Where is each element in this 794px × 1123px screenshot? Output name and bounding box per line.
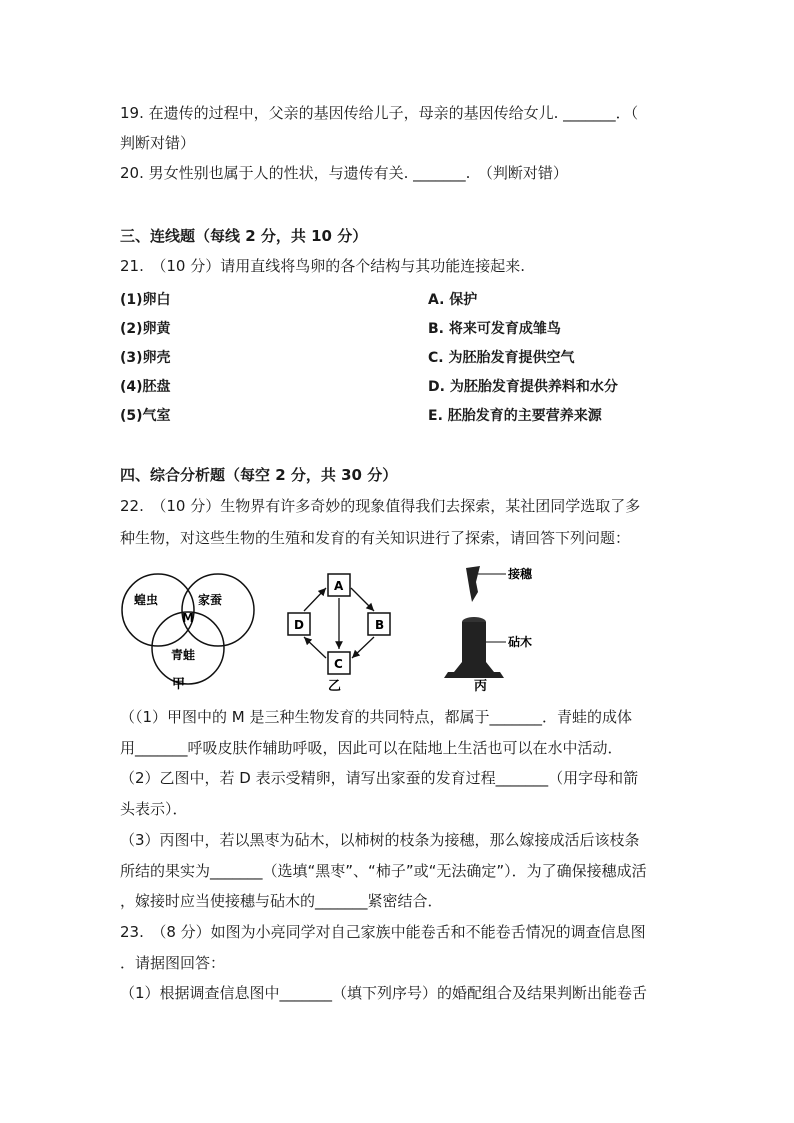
q22-line2: 种生物，对这些生物的生殖和发育的有关知识进行了探索，请回答下列问题： — [120, 529, 631, 547]
structure-item: (2)卵黄 — [120, 321, 171, 337]
arrow-b-c — [352, 637, 374, 658]
arrow-c-d — [304, 637, 326, 658]
venn-diagram-figure — [118, 562, 258, 692]
node-c-label: C — [334, 657, 343, 671]
function-item: E. 胚胎发育的主要营养来源 — [428, 408, 602, 424]
q20-text: 20. 男女性别也属于人的性状，与遗传有关. _______. （判断对错） — [120, 164, 568, 182]
q23-part1: （1）根据调查信息图中_______（填下列序号）的婚配组合及结果判断出能卷舌 — [120, 984, 648, 1002]
q22-part3-line2: 所结的果实为_______（选填“黑枣”、“柿子”或“无法确定”）．为了确保接穗成活 — [120, 862, 647, 880]
node-b-label: B — [375, 618, 385, 632]
figure-label-jia: 甲 — [172, 677, 186, 692]
venn-label-center: M — [182, 611, 194, 625]
function-item: B. 将来可发育成雏鸟 — [428, 321, 561, 337]
venn-circle-silkworm — [182, 574, 254, 646]
q22-part2-line1: （2）乙图中，若 D 表示受精卵，请写出家蚕的发育过程_______（用字母和箭 — [120, 769, 639, 787]
grafting-figure — [440, 562, 560, 692]
q22-part3-line3: ，嫁接时应当使接穗与砧木的_______紧密结合． — [120, 892, 443, 910]
section3-title: 三、连线题（每线 2 分，共 10 分） — [120, 227, 368, 245]
figure-label-yi: 乙 — [328, 679, 342, 694]
venn-circle-locust — [122, 574, 194, 646]
function-item: A. 保护 — [428, 292, 478, 308]
structure-item: (3)卵壳 — [120, 350, 171, 366]
function-item: C. 为胚胎发育提供空气 — [428, 350, 575, 366]
q22-part2-line2: 头表示）． — [120, 800, 188, 818]
q21-stem: 21. （10 分）请用直线将鸟卵的各个结构与其功能连接起来. — [120, 257, 525, 275]
q19-line1: 19. 在遗传的过程中，父亲的基因传给儿子，母亲的基因传给女儿. _______．（ — [120, 104, 639, 122]
q22-part1-line2: 用_______呼吸皮肤作辅助呼吸，因此可以在陆地上生活也可以在水中活动． — [120, 739, 623, 757]
node-a-label: A — [334, 579, 344, 593]
q23-line2: ．请据图回答： — [120, 954, 226, 972]
q22-part3-line1: （3）丙图中，若以黑枣为砧木，以柿树的枝条为接穗，那么嫁接成活后该枝条 — [120, 831, 640, 849]
arrow-a-b — [351, 588, 374, 611]
development-cycle-figure — [280, 566, 400, 694]
figure-label-bing: 丙 — [474, 679, 488, 692]
q23-line1: 23. （8 分）如图为小亮同学对自己家族中能卷舌和不能卷舌情况的调查信息图 — [120, 923, 646, 941]
structure-item: (5)气室 — [120, 408, 171, 424]
arrow-d-a — [304, 588, 326, 611]
structure-item: (1)卵白 — [120, 292, 171, 308]
venn-label-frog: 青蛙 — [171, 648, 196, 662]
scion-shape — [466, 566, 480, 602]
section4-title: 四、综合分析题（每空 2 分，共 30 分） — [120, 466, 398, 484]
rootstock-shape — [454, 622, 494, 672]
structure-item: (4)胚盘 — [120, 379, 171, 395]
scion-label: 接穗 — [508, 567, 533, 581]
venn-label-locust: 蝗虫 — [134, 593, 159, 607]
venn-label-silkworm: 家蚕 — [198, 593, 223, 607]
rootstock-label: 砧木 — [508, 635, 533, 649]
q19-line2: 判断对错） — [120, 134, 196, 152]
node-d-label: D — [294, 618, 304, 632]
q22-line1: 22. （10 分）生物界有许多奇妙的现象值得我们去探索，某社团同学选取了多 — [120, 497, 641, 515]
q22-part1-line1: （（1）甲图中的 M 是三种生物发育的共同特点，都属于_______．青蛙的成体 — [120, 708, 633, 726]
function-item: D. 为胚胎发育提供养料和水分 — [428, 379, 618, 395]
